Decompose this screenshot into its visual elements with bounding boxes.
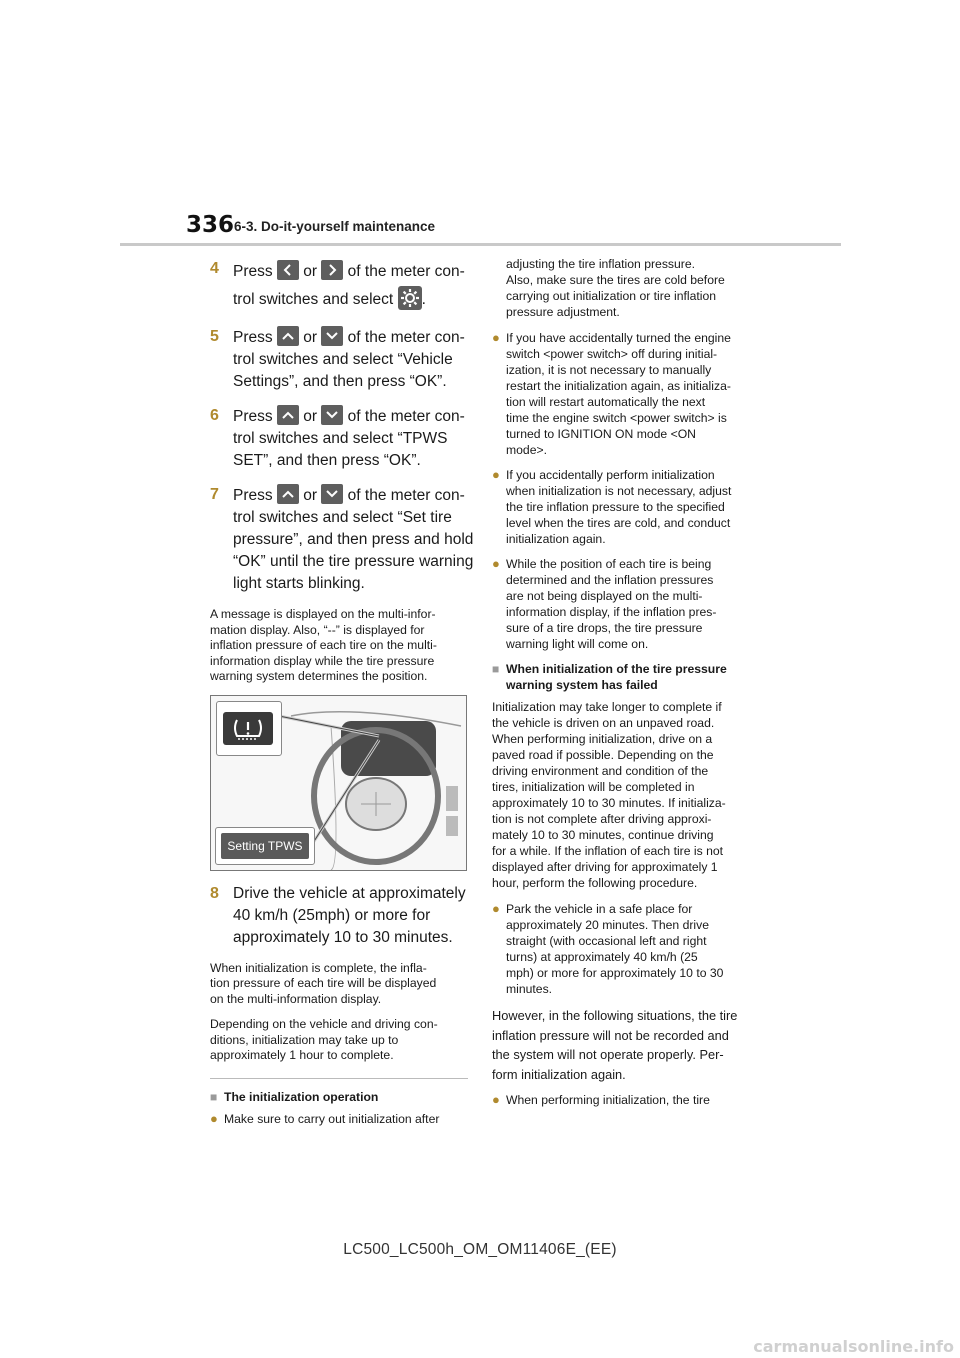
header-rule	[120, 243, 841, 246]
step-text: Drive the vehicle at approximately	[233, 884, 466, 902]
step-text: Settings”, and then press “OK”.	[233, 373, 447, 390]
bullet-item: ● Make sure to carry out initialization after	[210, 1110, 440, 1126]
sub-heading: ■ When initialization of the tire pressure warning system has failed	[492, 662, 727, 692]
bullet-item: ● While the position of each tire is being determined and the inflation pressures are not being displayed on the multi- information display, if the inflation pres- sure of a tire drops, the tire pressure warning light will come on.	[492, 556, 717, 651]
paragraph: However, in the following situations, the tire inflation pressure will not be recorded and the system will not operate properly. Per- form initialization again.	[492, 1008, 738, 1082]
step-text: Press	[233, 408, 273, 425]
section-title: 6-3. Do-it-yourself maintenance	[234, 219, 436, 234]
footer-code: LC500_LC500h_OM_OM11406E_(EE)	[343, 1241, 617, 1258]
square-bullet-icon: ■	[492, 662, 500, 676]
step-text: trol switches and select “Vehicle	[233, 351, 453, 368]
bullet-item: ● If you have accidentally turned the engine switch <power switch> off during initial- ization, it is not necessary to manually restart the initialization again, as initializa- tion will restart automatically the next time the engine switch <power switch> is turned to IGNITION ON mode <ON mode>.	[492, 330, 731, 457]
step-text: of the meter con-	[347, 408, 465, 425]
bullet-item: ● If you accidentally perform initialization when initialization is not necessary, adjust the tire inflation pressure to the specified level when the tires are cold, and conduct initialization again.	[492, 467, 732, 546]
step-8	[210, 883, 468, 949]
step-number: 5	[210, 328, 219, 345]
step-text: .	[421, 291, 426, 308]
step-text: Press	[233, 487, 273, 504]
step-4	[210, 258, 468, 314]
bullet-dot-icon: ●	[492, 556, 500, 571]
bullet-dot-icon: ●	[492, 467, 500, 482]
step-number: 7	[210, 486, 219, 503]
step-text: or	[303, 263, 318, 280]
paragraph: Initialization may take longer to complete if the vehicle is driven on an unpaved road. When performing initialization, drive on a paved road if possible. Depending on the driving environment and condition of the tires, initialization will be completed in approximately 10 to 30 minutes. If initializa- tion is not complete after driving approxi- mately 10 to 30 minutes, continue driving for a while. If the inflation of each tire is not displayed after driving for approximately 1 hour, perform the following procedure.	[492, 700, 726, 890]
step-text: pressure”, and then press and hold	[233, 531, 474, 548]
up-arrow-button-icon	[277, 326, 299, 346]
setting-tpws-label: Setting TPWS	[221, 833, 309, 859]
tire-pressure-warning-light	[216, 701, 282, 756]
step-text: approximately 10 to 30 minutes.	[233, 928, 453, 946]
right-arrow-button-icon	[321, 260, 343, 280]
up-arrow-button-icon	[277, 484, 299, 504]
note-message: A message is displayed on the multi-infor- mation display. Also, “--” is displayed for inflation pressure of each tire on the multi- information display while the tire pressure warning system determines the position.	[210, 607, 437, 683]
step-6	[210, 405, 468, 472]
bullet-item: ● When performing initialization, the tire	[492, 1092, 710, 1107]
page-number: 336	[186, 212, 235, 238]
left-column	[210, 258, 474, 1136]
dashboard-illustration	[210, 695, 467, 871]
step-text: Press	[233, 329, 273, 346]
step-text: trol switches and select “Set tire	[233, 509, 452, 526]
step-number: 6	[210, 407, 219, 424]
step-7	[210, 484, 474, 595]
step-text: 40 km/h (25mph) or more for	[233, 906, 431, 924]
step-text: “OK” until the tire pressure warning	[233, 553, 474, 570]
down-arrow-button-icon	[321, 405, 343, 425]
step-number: 8	[210, 884, 219, 902]
gear-icon	[398, 286, 422, 310]
down-arrow-button-icon	[321, 484, 343, 504]
up-arrow-button-icon	[277, 405, 299, 425]
step-text: light starts blinking.	[233, 575, 365, 592]
step-text: of the meter con-	[347, 329, 465, 346]
bullet-dot-icon: ●	[492, 1092, 500, 1107]
step-text: Press	[233, 263, 273, 280]
section-divider	[210, 1078, 468, 1079]
tire-pressure-warning-icon	[223, 712, 273, 745]
step-text: trol switches and select “TPWS	[233, 430, 448, 447]
watermark: carmanualsonline.info	[753, 1337, 954, 1356]
step-text: or	[303, 487, 318, 504]
down-arrow-button-icon	[321, 326, 343, 346]
right-column	[492, 256, 752, 1117]
bullet-dot-icon: ●	[492, 330, 500, 345]
step-text: trol switches and select	[233, 291, 394, 308]
step-text: SET”, and then press “OK”.	[233, 452, 421, 469]
sub-heading: ■ The initialization operation	[210, 1089, 379, 1104]
step-5	[210, 326, 468, 393]
square-bullet-icon: ■	[210, 1089, 218, 1104]
bullet-continuation: adjusting the tire inflation pressure. Also, make sure the tires are cold before carrying out initialization or tire inflation pressure adjustment.	[506, 257, 725, 319]
left-arrow-button-icon	[277, 260, 299, 280]
step-text: or	[303, 408, 318, 425]
bullet-dot-icon: ●	[210, 1110, 218, 1126]
step-number: 4	[210, 260, 219, 277]
step-text: or	[303, 329, 318, 346]
bullet-item: ● Park the vehicle in a safe place for approximately 20 minutes. Then drive straight (with occasional left and right turns) at approximately 40 km/h (25 mph) or more for approximately 10 to 30 minutes.	[492, 901, 724, 996]
step-text: of the meter con-	[347, 487, 465, 504]
note-duration: Depending on the vehicle and driving con- ditions, initialization may take up to approximately 1 hour to complete.	[210, 1017, 438, 1062]
bullet-dot-icon: ●	[492, 901, 500, 916]
display-message-box	[215, 827, 315, 865]
note-complete: When initialization is complete, the infla- tion pressure of each tire will be displayed on the multi-information display.	[210, 960, 437, 1006]
step-text: of the meter con-	[347, 263, 465, 280]
